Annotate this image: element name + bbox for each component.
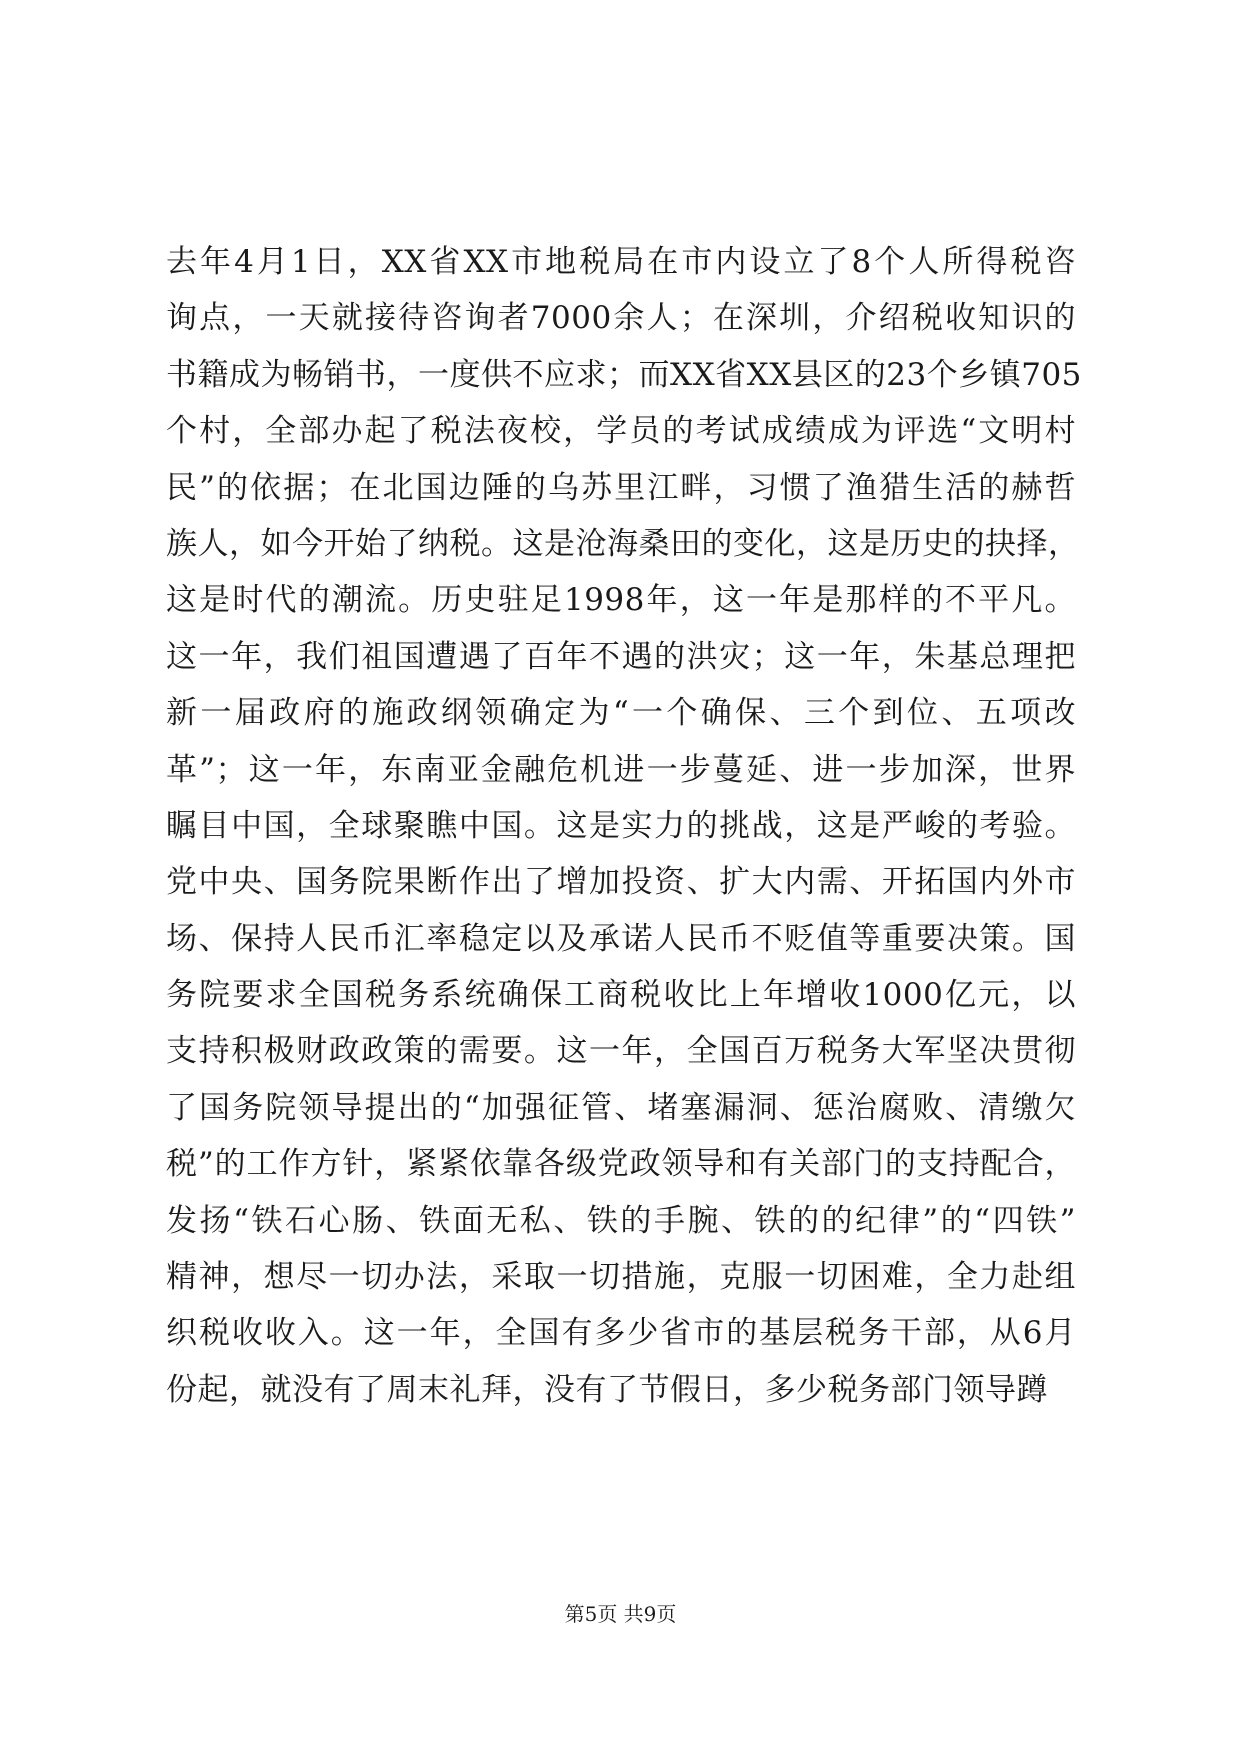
text-line: 份起，就没有了周末礼拜，没有了节假日，多少税务部门领导蹲: [166, 1371, 1048, 1408]
text-line: 询点，一天就接待咨询者7000余人；在深圳，介绍税收知识的: [166, 300, 1076, 337]
text-line: 了国务院领导提出的“加强征管、堵塞漏洞、惩治腐败、清缴欠: [166, 1089, 1076, 1126]
text-line: 新一届政府的施政纲领确定为“一个确保、三个到位、五项改: [166, 695, 1076, 732]
text-line: 去年4月1日，XX省XX市地税局在市内设立了8个人所得税咨: [166, 244, 1076, 280]
text-line: 税”的工作方针，紧紧依靠各级党政领导和有关部门的支持配合，: [166, 1146, 1076, 1183]
text-line: 瞩目中国，全球聚瞧中国。这是实力的挑战，这是严峻的考验。: [166, 807, 1076, 844]
page-footer: 第5页 共9页: [564, 1602, 677, 1626]
text-line: 务院要求全国税务系统确保工商税收比上年增收1000亿元，以: [166, 977, 1076, 1014]
text-line: 革”；这一年，东南亚金融危机进一步蔓延、进一步加深，世界: [166, 751, 1076, 788]
text-line: 书籍成为畅销书，一度供不应求；而XX省XX县区的23个乡镇705: [166, 356, 1082, 393]
text-line: 个村，全部办起了税法夜校，学员的考试成绩成为评选“文明村: [166, 413, 1076, 450]
text-line: 精神，想尽一切办法，采取一切措施，克服一切困难，全力赴组: [166, 1259, 1076, 1296]
text-line: 织税收收入。这一年，全国有多少省市的基层税务干部，从6月: [166, 1315, 1076, 1352]
text-line: 族人，如今开始了纳税。这是沧海桑田的变化，这是历史的抉择，: [166, 525, 1080, 562]
text-line: 这一年，我们祖国遭遇了百年不遇的洪灾；这一年，朱基总理把: [166, 638, 1076, 675]
text-line: 党中央、国务院果断作出了增加投资、扩大内需、开拓国内外市: [166, 864, 1076, 901]
text-line: 场、保持人民币汇率稳定以及承诺人民币不贬值等重要决策。国: [166, 920, 1076, 957]
text-line: 发扬“铁石心肠、铁面无私、铁的手腕、铁的的纪律”的“四铁”: [166, 1202, 1076, 1239]
text-line: 这是时代的潮流。历史驻足1998年，这一年是那样的不平凡。: [166, 582, 1076, 619]
body-text: [166, 234, 1082, 1418]
text-line: 民”的依据；在北国边陲的乌苏里江畔，习惯了渔猎生活的赫哲: [166, 469, 1076, 506]
text-line: 支持积极财政政策的需要。这一年，全国百万税务大军坚决贯彻: [166, 1033, 1076, 1070]
